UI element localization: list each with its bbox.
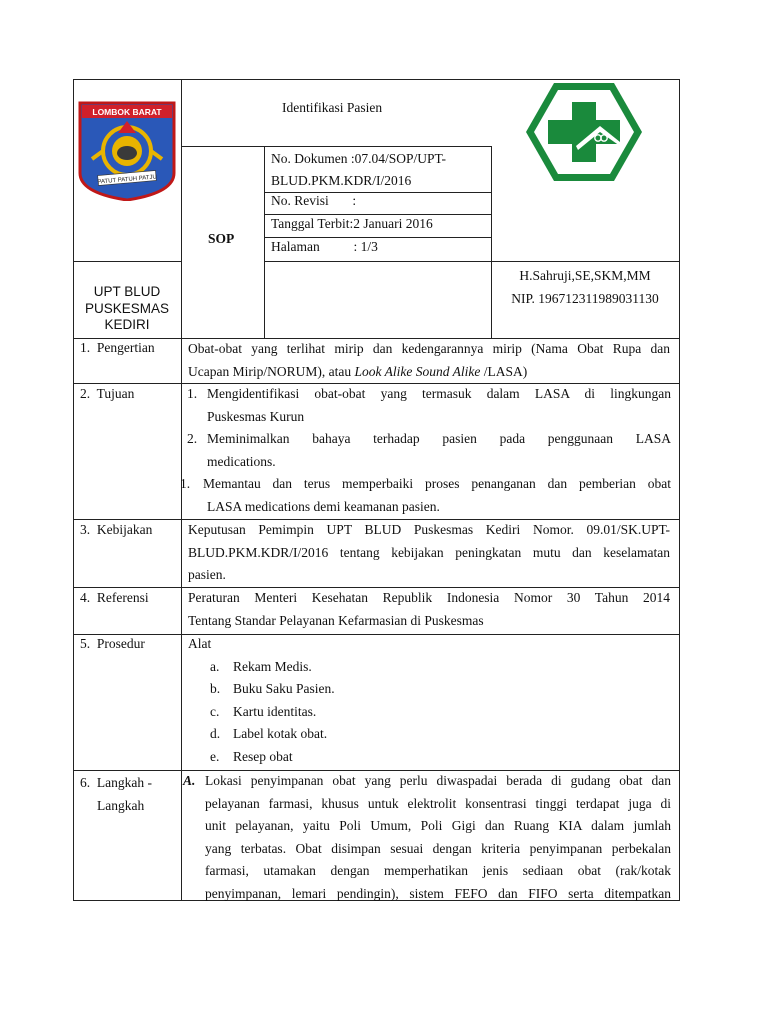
item-letter: a. <box>210 658 220 674</box>
logo-top-text: LOMBOK BARAT <box>92 107 162 117</box>
tujuan-3-line2: LASA medications demi keamanan pasien. <box>207 498 440 514</box>
content-prosedur <box>188 633 670 768</box>
label-referensi: 4. Referensi <box>80 590 149 605</box>
prosedur-heading: Alat <box>188 636 212 651</box>
content-referensi <box>188 587 670 632</box>
item-text: Kartu identitas. <box>233 703 317 719</box>
doc-number-line1: No. Dokumen :07.04/SOP/UPT- <box>271 151 447 166</box>
list-item <box>188 701 670 724</box>
item-number: 1. <box>180 476 191 491</box>
tujuan-2-line2: medications. <box>207 453 276 469</box>
content-pengertian <box>188 338 670 383</box>
logo-motto-text: PATUT PATUH PATJU <box>97 174 158 186</box>
item-text: Resep obat <box>233 748 293 764</box>
langkah-line5: farmasi, utamakan dengan memperhatikan jenis sediaan obat (rak/kotak <box>205 863 671 878</box>
langkah-marker: A. <box>183 773 196 788</box>
item-letter: b. <box>210 681 221 696</box>
label-langkah <box>80 772 152 817</box>
tujuan-3-line1: Memantau dan terus memperbaiki proses penanganan dan pemberian obat <box>203 476 671 491</box>
signer-block <box>491 264 679 310</box>
content-kebijakan <box>188 519 670 587</box>
langkah-line2: pelayanan farmasi, khusus untuk elektrolit konsentrasi tinggi terdapat juga di <box>205 795 671 811</box>
item-text: Label kotak obat. <box>233 726 328 741</box>
puskesmas-logo <box>524 80 644 184</box>
pengertian-line1: Obat-obat yang terlihat mirip dan kedengarannya mirip (Nama Obat Rupa dan <box>188 341 670 356</box>
referensi-line2: Tentang Standar Pelayanan Kefarmasian di Puskesmas <box>188 612 484 628</box>
label-kebijakan: 3. Kebijakan <box>80 522 153 537</box>
org-line2: PUSKESMAS <box>84 300 170 316</box>
lombok-barat-logo <box>78 101 176 201</box>
item-letter: c. <box>210 703 220 719</box>
list-item <box>180 473 671 518</box>
kebijakan-line1: Keputusan Pemimpin UPT BLUD Puskesmas Kediri Nomor. 09.01/SK.UPT- <box>188 522 670 537</box>
sop-label: SOP <box>208 231 235 246</box>
langkah-line4: yang terbatas. Obat disimpan sesuai dengan kriteria penyimpanan perbekalan <box>205 840 671 856</box>
org-line3: KEDIRI <box>104 317 150 332</box>
document-title: Identifikasi Pasien <box>282 100 383 115</box>
item-text: Rekam Medis. <box>233 658 312 674</box>
doc-number <box>271 148 446 192</box>
langkah-line6: penyimpanan, lemari pendingin), sistem FEFO dan FIFO serta ditempatkan <box>205 885 671 901</box>
referensi-line1: Peraturan Menteri Kesehatan Republik Indonesia Nomor 30 Tahun 2014 <box>188 590 670 605</box>
langkah-label-line2: Langkah <box>97 797 145 813</box>
list-item <box>188 746 670 769</box>
kebijakan-line2: BLUD.PKM.KDR/I/2016 tentang kebijakan peningkatan mutu dan keselamatan <box>188 544 670 560</box>
label-prosedur: 5. Prosedur <box>80 636 145 651</box>
issue-date: Tanggal Terbit:2 Januari 2016 <box>271 216 433 231</box>
content-langkah <box>183 770 671 905</box>
signer-name: H.Sahruji,SE,SKM,MM <box>519 268 651 283</box>
org-line1: UPT BLUD <box>93 284 161 299</box>
langkah-label-line1: 6. Langkah - <box>80 775 152 790</box>
item-number: 2. <box>187 431 198 446</box>
list-item <box>188 723 670 746</box>
list-item <box>183 428 671 473</box>
list-item <box>183 383 671 428</box>
item-letter: e. <box>210 748 220 764</box>
pengertian-line2a: Ucapan Mirip/NORUM), atau <box>188 363 355 379</box>
revision-number: No. Revisi : <box>271 193 357 208</box>
langkah-line1: Lokasi penyimpanan obat yang perlu diwaspadai berada di gudang obat dan <box>205 773 671 788</box>
signer-nip: NIP. 196712311989031130 <box>511 291 659 306</box>
pengertian-line2 <box>188 361 670 384</box>
list-item <box>188 678 670 701</box>
label-pengertian: 1. Pengertian <box>80 340 155 355</box>
list-item <box>188 656 670 679</box>
item-text: Buku Saku Pasien. <box>233 681 335 696</box>
kebijakan-line3: pasien. <box>188 567 226 582</box>
tujuan-1-line1: Mengidentifikasi obat-obat yang termasuk dalam LASA di lingkungan <box>207 386 671 401</box>
item-number: 1. <box>187 386 198 401</box>
doc-number-line2: BLUD.PKM.KDR/I/2016 <box>271 173 412 188</box>
pengertian-line2c: /LASA) <box>480 363 528 379</box>
item-letter: d. <box>210 726 221 741</box>
page-number: Halaman : 1/3 <box>271 239 378 254</box>
langkah-line3: unit pelayanan, yaitu Poli Umum, Poli Gigi dan Ruang KIA dalam jumlah <box>205 818 671 833</box>
label-tujuan: 2. Tujuan <box>80 386 135 401</box>
tujuan-1-line2: Puskesmas Kurun <box>207 408 305 424</box>
content-tujuan <box>180 383 671 518</box>
pengertian-line2b: Look Alike Sound Alike <box>354 363 481 379</box>
organization-name <box>73 284 181 334</box>
tujuan-2-line1: Meminimalkan bahaya terhadap pasien pada penggunaan LASA <box>207 431 671 446</box>
